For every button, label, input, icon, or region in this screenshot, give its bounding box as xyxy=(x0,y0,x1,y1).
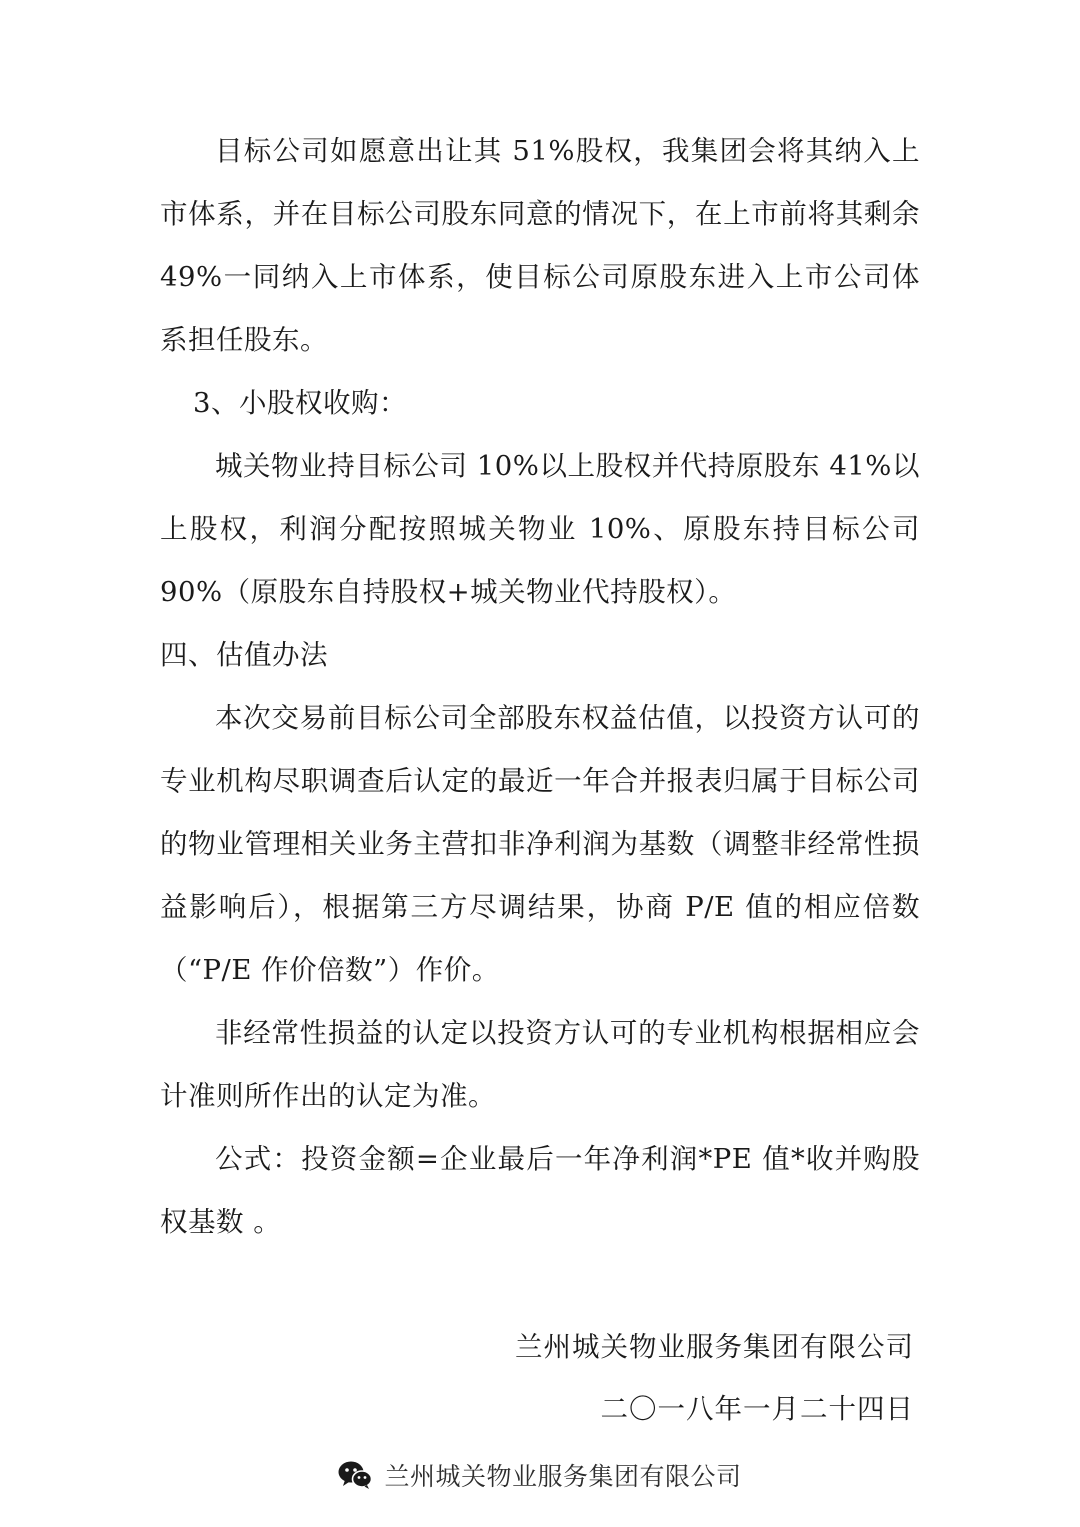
wechat-icon xyxy=(338,1461,372,1489)
footer-label: 兰州城关物业服务集团有限公司 xyxy=(384,1462,742,1491)
heading-section-4: 四、估值办法 xyxy=(160,639,328,671)
paragraph-5: 公式：投资金额=企业最后一年净利润*PE 值*收并购股权基数 。 xyxy=(160,1143,920,1238)
signature-company: 兰州城关物业服务集团有限公司 xyxy=(515,1331,914,1363)
paragraph-1: 目标公司如愿意出让其 51%股权，我集团会将其纳入上市体系，并在目标公司股东同意的情况下，在上市前将其剩余 49%一同纳入上市体系，使目标公司原股东进入上市公司体系担任股东。 xyxy=(160,135,920,356)
paragraph-3: 本次交易前目标公司全部股东权益估值，以投资方认可的专业机构尽职调查后认定的最近一年合并报表归属于目标公司的物业管理相关业务主营扣非净利润为基数（调整非经常性损益影响后），根据第三方尽调结果，协商 P/E 值的相应倍数（“P/E 作价倍数”）作价。 xyxy=(160,702,920,986)
signature-date: 二〇一八年一月二十四日 xyxy=(600,1393,914,1425)
paragraph-2: 城关物业持目标公司 10%以上股权并代持原股东 41%以上股权，利润分配按照城关物业 10%、原股东持目标公司 90%（原股东自持股权+城关物业代持股权）。 xyxy=(160,450,920,608)
signature-block xyxy=(160,1316,920,1440)
document-body xyxy=(160,120,920,1254)
paragraph-4: 非经常性损益的认定以投资方认可的专业机构根据相应会计准则所作出的认定为准。 xyxy=(160,1017,920,1112)
heading-section-3: 3、小股权收购： xyxy=(193,387,407,419)
page-footer xyxy=(0,1457,1080,1493)
